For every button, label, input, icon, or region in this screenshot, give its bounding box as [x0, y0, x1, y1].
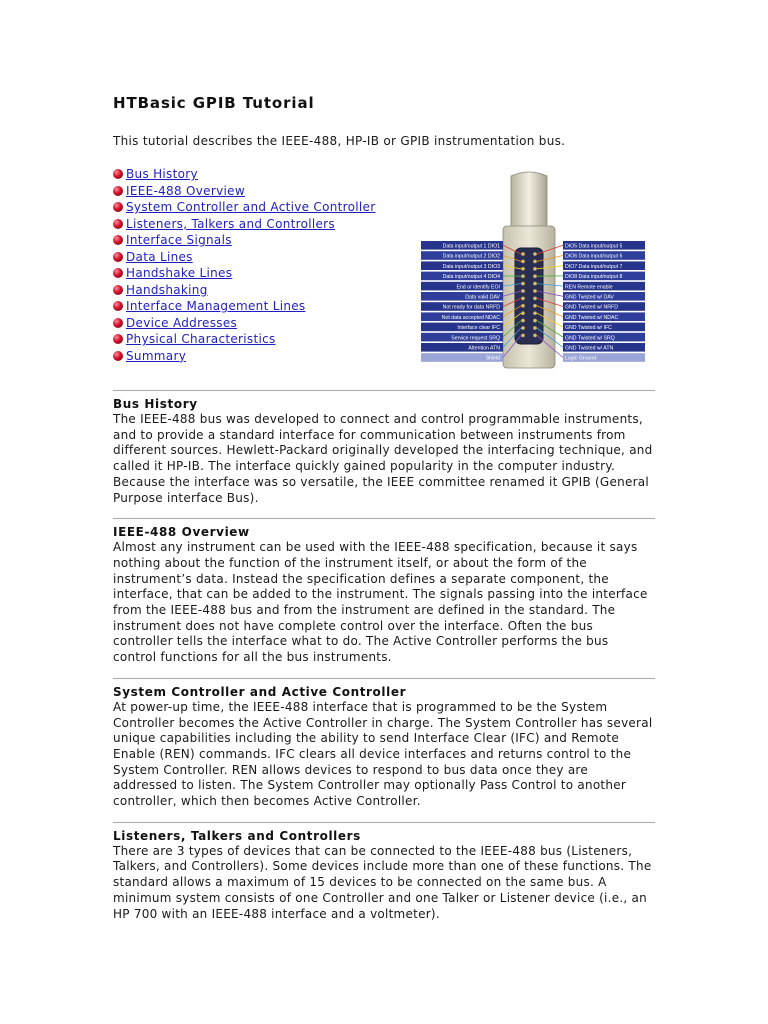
right-pin-label [563, 302, 645, 311]
pin-icon [533, 252, 537, 256]
section-heading: Bus History [113, 397, 198, 411]
section-body: At power-up time, the IEEE-488 interface that is programmed to be the System Controller becomes the Active Controller in charge. The System Controller has several unique capabilities including the ability to send Interface Clear (IFC) and Remote Enable (REN) commands. IFC clears all device interfaces and returns control to the System Controller. REN allows devices to respond to bus data once they are addressed to listen. The System Controller may optionally Pass Control to another controller, which then becomes Active Controller. [113, 699, 653, 809]
svg-text:Data input/output 2 DIO2: Data input/output 2 DIO2 [442, 253, 500, 260]
pin-icon [533, 267, 537, 271]
section-body: Almost any instrument can be used with the IEEE-488 specification, because it says nothing about the function of the instrument itself, or about the form of the instrument’s data. Instead the specification defines a separate component, the interface, that can be added to the instrument. The signals passing into the interface from the IEEE-488 bus and from the instrument are defined in the standard. The instrument does not have complete control over the interface. Often the bus controller tells the interface what to do. The Active Controller performs the bus control functions for all the bus instruments. [113, 540, 648, 665]
svg-text:GND Twisted w/ SRQ: GND Twisted w/ SRQ [565, 335, 615, 342]
red-bullet-icon [113, 318, 123, 328]
pin-icon [533, 304, 537, 308]
right-pin-label [563, 261, 645, 270]
red-bullet-icon [113, 334, 123, 344]
svg-text:GND Twisted w/ ATN: GND Twisted w/ ATN [565, 345, 614, 352]
right-pin-label [563, 272, 645, 281]
toc-link-interface-management[interactable]: Interface Management Lines [126, 299, 306, 314]
toc-link-listeners-talkers[interactable]: Listeners, Talkers and Controllers [126, 216, 335, 231]
right-pin-label [563, 333, 645, 342]
left-pin-label [421, 251, 503, 260]
document-body [113, 94, 655, 922]
toc-link-ieee-488-overview[interactable]: IEEE-488 Overview [126, 183, 245, 198]
right-pin-label [563, 292, 645, 301]
pin-icon [521, 304, 525, 308]
right-pin-label [563, 282, 645, 291]
red-bullet-icon [113, 219, 123, 229]
pin-icon [533, 326, 537, 330]
right-pin-label [563, 312, 645, 321]
pin-icon [521, 282, 525, 286]
section-bus-history [113, 390, 655, 506]
pin-icon [521, 267, 525, 271]
left-pin-label [421, 333, 503, 342]
pin-icon [521, 252, 525, 256]
section-listeners-talkers [113, 822, 655, 923]
svg-text:GND Twisted w/ IFC: GND Twisted w/ IFC [565, 325, 612, 332]
red-bullet-icon [113, 285, 123, 295]
pin-icon [533, 274, 537, 278]
pin-icon [533, 311, 537, 315]
pin-icon [521, 311, 525, 315]
right-pin-label [563, 353, 645, 362]
svg-text:Logic Ground: Logic Ground [565, 355, 597, 362]
svg-text:Data valid DAV: Data valid DAV [465, 294, 500, 301]
toc-link-data-lines[interactable]: Data Lines [126, 249, 193, 264]
red-bullet-icon [113, 351, 123, 361]
svg-text:Data input/output 4 DIO4: Data input/output 4 DIO4 [442, 274, 500, 281]
right-pin-label [563, 251, 645, 260]
pin-icon [521, 334, 525, 338]
svg-text:Data input/output 3 DIO3: Data input/output 3 DIO3 [442, 263, 500, 270]
left-pin-label [421, 323, 503, 332]
pin-icon [533, 289, 537, 293]
red-bullet-icon [113, 235, 123, 245]
right-pin-label [563, 323, 645, 332]
svg-text:REN Remote enable: REN Remote enable [565, 284, 613, 291]
svg-text:DIO8 Data input/output 8: DIO8 Data input/output 8 [565, 274, 623, 281]
toc-link-bus-history[interactable]: Bus History [126, 167, 198, 182]
left-pin-label [421, 343, 503, 352]
intro-text: This tutorial describes the IEEE-488, HP-IB or GPIB instrumentation bus. [113, 134, 566, 148]
pin-icon [533, 260, 537, 264]
pin-icon [533, 334, 537, 338]
section-body: The IEEE-488 bus was developed to connect and control programmable instruments, and to provide a standard interface for communication between instruments from different sources. Hewlett-Packard originally developed the interfacing technique, and called it HP-IB. The interface quickly gained popularity in the computer industry. Because the interface was so versatile, the IEEE committee renamed it GPIB (General Purpose interface Bus). [113, 412, 653, 505]
red-bullet-icon [113, 186, 123, 196]
svg-text:DIO6 Data input/output 6: DIO6 Data input/output 6 [565, 253, 623, 260]
left-pin-label [421, 302, 503, 311]
svg-text:GND Twisted w/ NDAC: GND Twisted w/ NDAC [565, 314, 619, 321]
pin-icon [521, 274, 525, 278]
red-bullet-icon [113, 252, 123, 262]
toc-link-handshake-lines[interactable]: Handshake Lines [126, 266, 233, 281]
svg-text:GND Twisted w/ DAV: GND Twisted w/ DAV [565, 294, 614, 301]
pin-icon [521, 326, 525, 330]
toc-link-physical-characteristics[interactable]: Physical Characteristics [126, 332, 276, 347]
svg-text:Not ready for data NRFD: Not ready for data NRFD [442, 304, 500, 311]
section-heading: System Controller and Active Controller [113, 684, 407, 699]
svg-text:GND Twisted w/ NRFD: GND Twisted w/ NRFD [565, 304, 618, 311]
toc-link-interface-signals[interactable]: Interface Signals [126, 233, 232, 248]
red-bullet-icon [113, 268, 123, 278]
svg-text:Shield: Shield [485, 355, 500, 362]
left-pin-label [421, 312, 503, 321]
section-ieee-488-overview [113, 518, 655, 666]
right-pin-label [563, 343, 645, 352]
toc-link-summary[interactable]: Summary [126, 348, 187, 363]
pin-icon [521, 260, 525, 264]
left-pin-label [421, 261, 503, 270]
pin-icon [521, 297, 525, 301]
section-system-controller [113, 678, 655, 810]
svg-text:Attention ATN: Attention ATN [468, 345, 500, 352]
pin-icon [533, 282, 537, 286]
svg-text:DIO5 Data input/output 5: DIO5 Data input/output 5 [565, 243, 623, 250]
gpib-connector-diagram [419, 168, 647, 380]
left-pin-label [421, 282, 503, 291]
left-pin-label [421, 272, 503, 281]
left-pin-labels [421, 241, 503, 362]
svg-text:DIO7 Data input/output 7: DIO7 Data input/output 7 [565, 263, 623, 270]
red-bullet-icon [113, 301, 123, 311]
svg-text:Service request SRQ: Service request SRQ [451, 335, 500, 342]
toc-link-handshaking[interactable]: Handshaking [126, 282, 208, 297]
svg-text:Interface clear IFC: Interface clear IFC [457, 325, 500, 332]
left-pin-label [421, 353, 503, 362]
red-bullet-icon [113, 202, 123, 212]
section-body: There are 3 types of devices that can be connected to the IEEE-488 bus (Listeners, Talkers, and Controllers). Some devices include more than one of these functions. The standard allows a maximum of 15 devices to be connected on the same bus. A minimum system consists of one Controller and one Talker or Listener device (i.e., an HP 700 with an IEEE-488 interface and a voltmeter). [113, 843, 652, 921]
right-pin-label [563, 241, 645, 250]
svg-text:Data input/output 1 DIO1: Data input/output 1 DIO1 [442, 243, 500, 250]
toc-area [113, 166, 655, 386]
toc-link-system-controller[interactable]: System Controller and Active Controller [126, 200, 376, 215]
section-heading: Listeners, Talkers and Controllers [113, 828, 361, 843]
red-bullet-icon [113, 169, 123, 179]
right-pin-labels [563, 241, 645, 362]
left-pin-label [421, 241, 503, 250]
toc-link-device-addresses[interactable]: Device Addresses [126, 315, 238, 330]
pin-icon [521, 319, 525, 323]
left-pin-label [421, 292, 503, 301]
svg-text:End or identify EOI: End or identify EOI [456, 284, 500, 291]
svg-text:Not data accepted NDAC: Not data accepted NDAC [441, 314, 500, 321]
pin-icon [533, 319, 537, 323]
pin-icon [533, 297, 537, 301]
pin-icon [521, 289, 525, 293]
section-heading: IEEE-488 Overview [113, 525, 250, 540]
page-title: HTBasic GPIB Tutorial [113, 94, 315, 112]
cable-icon [511, 172, 547, 228]
